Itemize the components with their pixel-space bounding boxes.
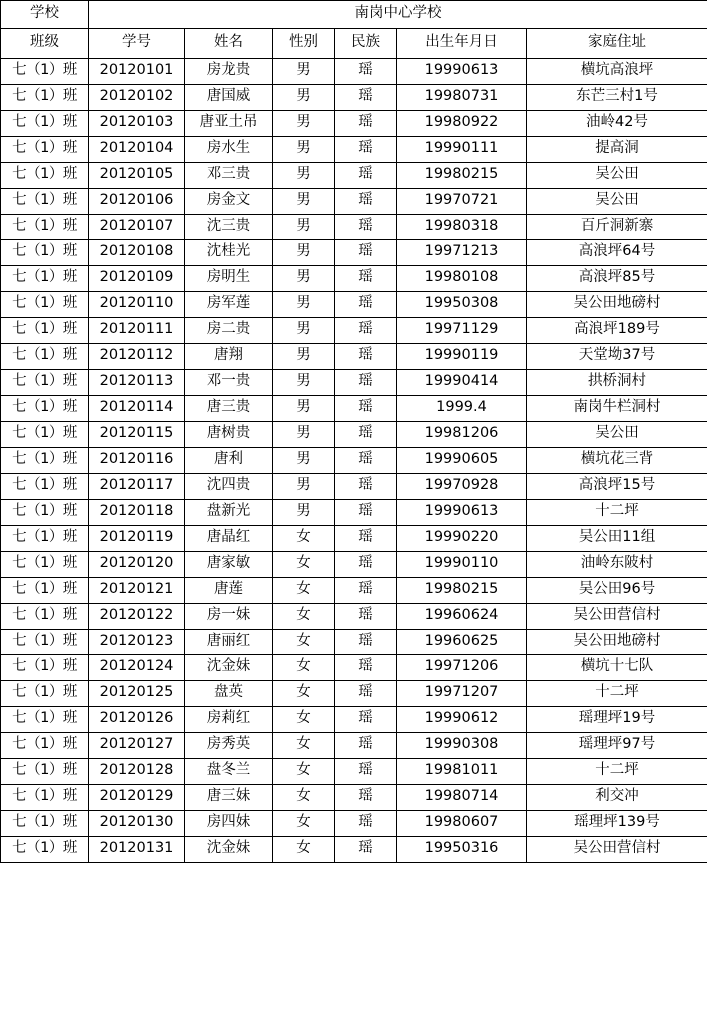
cell-class: 七（1）班: [1, 629, 89, 655]
cell-address: 油岭42号: [527, 110, 707, 136]
cell-ethnicity: 瑶: [335, 733, 397, 759]
cell-ethnicity: 瑶: [335, 266, 397, 292]
cell-class: 七（1）班: [1, 759, 89, 785]
cell-name: 沈三贵: [185, 214, 273, 240]
cell-student-id: 20120111: [89, 318, 185, 344]
cell-class: 七（1）班: [1, 785, 89, 811]
cell-birthdate: 19971207: [397, 681, 527, 707]
cell-ethnicity: 瑶: [335, 84, 397, 110]
cell-address: 高浪坪64号: [527, 240, 707, 266]
cell-address: 吴公田地磅村: [527, 292, 707, 318]
cell-name: 房明生: [185, 266, 273, 292]
table-row: [1, 577, 707, 603]
cell-student-id: 20120116: [89, 447, 185, 473]
column-header-ethnicity: 民族: [335, 28, 397, 58]
cell-gender: 女: [273, 759, 335, 785]
cell-student-id: 20120122: [89, 603, 185, 629]
cell-address: 吴公田: [527, 162, 707, 188]
cell-class: 七（1）班: [1, 240, 89, 266]
cell-class: 七（1）班: [1, 188, 89, 214]
cell-name: 房二贵: [185, 318, 273, 344]
cell-address: 提高洞: [527, 136, 707, 162]
cell-address: 吴公田营信村: [527, 603, 707, 629]
cell-student-id: 20120131: [89, 837, 185, 863]
cell-ethnicity: 瑶: [335, 58, 397, 84]
cell-ethnicity: 瑶: [335, 707, 397, 733]
table-row: [1, 785, 707, 811]
cell-class: 七（1）班: [1, 214, 89, 240]
cell-name: 房莉红: [185, 707, 273, 733]
cell-address: 拱桥洞村: [527, 370, 707, 396]
cell-address: 油岭东陂村: [527, 551, 707, 577]
cell-name: 唐利: [185, 447, 273, 473]
cell-student-id: 20120125: [89, 681, 185, 707]
school-name: 南岗中心学校: [89, 1, 707, 29]
cell-student-id: 20120115: [89, 422, 185, 448]
cell-student-id: 20120128: [89, 759, 185, 785]
cell-student-id: 20120112: [89, 344, 185, 370]
cell-address: 吴公田营信村: [527, 837, 707, 863]
cell-address: 横坑高浪坪: [527, 58, 707, 84]
cell-student-id: 20120114: [89, 396, 185, 422]
cell-student-id: 20120105: [89, 162, 185, 188]
cell-student-id: 20120130: [89, 811, 185, 837]
cell-class: 七（1）班: [1, 473, 89, 499]
cell-birthdate: 19980318: [397, 214, 527, 240]
cell-student-id: 20120104: [89, 136, 185, 162]
table-row: [1, 396, 707, 422]
cell-address: 瑶理坪97号: [527, 733, 707, 759]
cell-name: 房军莲: [185, 292, 273, 318]
cell-ethnicity: 瑶: [335, 473, 397, 499]
cell-class: 七（1）班: [1, 681, 89, 707]
cell-name: 沈金妹: [185, 837, 273, 863]
table-row: [1, 473, 707, 499]
cell-name: 盘新光: [185, 499, 273, 525]
cell-name: 邓三贵: [185, 162, 273, 188]
cell-student-id: 20120110: [89, 292, 185, 318]
table-row: [1, 136, 707, 162]
cell-name: 唐树贵: [185, 422, 273, 448]
cell-birthdate: 19950308: [397, 292, 527, 318]
cell-address: 高浪坪15号: [527, 473, 707, 499]
table-row: [1, 214, 707, 240]
cell-address: 瑶理坪139号: [527, 811, 707, 837]
table-row: [1, 551, 707, 577]
cell-ethnicity: 瑶: [335, 188, 397, 214]
cell-student-id: 20120109: [89, 266, 185, 292]
cell-class: 七（1）班: [1, 292, 89, 318]
table-row: [1, 681, 707, 707]
cell-ethnicity: 瑶: [335, 396, 397, 422]
cell-birthdate: 19990119: [397, 344, 527, 370]
cell-gender: 女: [273, 551, 335, 577]
cell-student-id: 20120124: [89, 655, 185, 681]
cell-address: 吴公田96号: [527, 577, 707, 603]
cell-ethnicity: 瑶: [335, 110, 397, 136]
cell-gender: 女: [273, 733, 335, 759]
cell-birthdate: 19971213: [397, 240, 527, 266]
cell-ethnicity: 瑶: [335, 422, 397, 448]
cell-ethnicity: 瑶: [335, 292, 397, 318]
cell-student-id: 20120108: [89, 240, 185, 266]
cell-student-id: 20120129: [89, 785, 185, 811]
cell-gender: 男: [273, 136, 335, 162]
cell-birthdate: 19990110: [397, 551, 527, 577]
table-row: [1, 733, 707, 759]
table-row: [1, 240, 707, 266]
cell-birthdate: 19980215: [397, 577, 527, 603]
cell-name: 盘冬兰: [185, 759, 273, 785]
cell-gender: 女: [273, 577, 335, 603]
cell-birthdate: 19960625: [397, 629, 527, 655]
table-row: [1, 292, 707, 318]
cell-class: 七（1）班: [1, 837, 89, 863]
cell-gender: 男: [273, 58, 335, 84]
cell-ethnicity: 瑶: [335, 240, 397, 266]
cell-birthdate: 19971206: [397, 655, 527, 681]
cell-address: 东芒三村1号: [527, 84, 707, 110]
cell-address: 南岗牛栏洞村: [527, 396, 707, 422]
cell-gender: 男: [273, 162, 335, 188]
cell-gender: 女: [273, 681, 335, 707]
cell-class: 七（1）班: [1, 396, 89, 422]
cell-ethnicity: 瑶: [335, 136, 397, 162]
column-header-student-id: 学号: [89, 28, 185, 58]
cell-ethnicity: 瑶: [335, 525, 397, 551]
cell-name: 房水生: [185, 136, 273, 162]
cell-class: 七（1）班: [1, 525, 89, 551]
cell-ethnicity: 瑶: [335, 162, 397, 188]
cell-address: 十二坪: [527, 499, 707, 525]
cell-gender: 男: [273, 110, 335, 136]
cell-ethnicity: 瑶: [335, 759, 397, 785]
cell-birthdate: 19980714: [397, 785, 527, 811]
cell-gender: 男: [273, 422, 335, 448]
school-label: 学校: [1, 1, 89, 29]
cell-address: 利交冲: [527, 785, 707, 811]
table-row: [1, 84, 707, 110]
cell-birthdate: 19990613: [397, 499, 527, 525]
cell-address: 瑶理坪19号: [527, 707, 707, 733]
cell-student-id: 20120121: [89, 577, 185, 603]
cell-gender: 男: [273, 240, 335, 266]
cell-gender: 女: [273, 707, 335, 733]
cell-gender: 女: [273, 785, 335, 811]
table-row: [1, 318, 707, 344]
cell-gender: 男: [273, 344, 335, 370]
cell-address: 天堂坳37号: [527, 344, 707, 370]
cell-student-id: 20120107: [89, 214, 185, 240]
cell-birthdate: 19990414: [397, 370, 527, 396]
cell-student-id: 20120101: [89, 58, 185, 84]
cell-gender: 女: [273, 655, 335, 681]
cell-ethnicity: 瑶: [335, 837, 397, 863]
table-row: [1, 370, 707, 396]
cell-name: 房龙贵: [185, 58, 273, 84]
cell-birthdate: 19950316: [397, 837, 527, 863]
cell-class: 七（1）班: [1, 422, 89, 448]
cell-ethnicity: 瑶: [335, 499, 397, 525]
cell-name: 房四妹: [185, 811, 273, 837]
cell-birthdate: 19970928: [397, 473, 527, 499]
cell-student-id: 20120119: [89, 525, 185, 551]
cell-student-id: 20120126: [89, 707, 185, 733]
table-row: [1, 266, 707, 292]
cell-gender: 男: [273, 370, 335, 396]
cell-name: 沈四贵: [185, 473, 273, 499]
cell-class: 七（1）班: [1, 266, 89, 292]
cell-gender: 男: [273, 318, 335, 344]
cell-student-id: 20120117: [89, 473, 185, 499]
cell-birthdate: 19980215: [397, 162, 527, 188]
cell-ethnicity: 瑶: [335, 551, 397, 577]
cell-address: 横坑花三背: [527, 447, 707, 473]
column-header-birthdate: 出生年月日: [397, 28, 527, 58]
cell-class: 七（1）班: [1, 733, 89, 759]
cell-gender: 男: [273, 84, 335, 110]
cell-ethnicity: 瑶: [335, 681, 397, 707]
cell-class: 七（1）班: [1, 655, 89, 681]
cell-gender: 男: [273, 396, 335, 422]
cell-ethnicity: 瑶: [335, 344, 397, 370]
cell-class: 七（1）班: [1, 577, 89, 603]
cell-name: 唐国威: [185, 84, 273, 110]
cell-birthdate: 19981206: [397, 422, 527, 448]
cell-class: 七（1）班: [1, 447, 89, 473]
cell-ethnicity: 瑶: [335, 629, 397, 655]
cell-gender: 女: [273, 837, 335, 863]
table-row: [1, 603, 707, 629]
cell-class: 七（1）班: [1, 344, 89, 370]
cell-gender: 男: [273, 447, 335, 473]
cell-ethnicity: 瑶: [335, 577, 397, 603]
cell-name: 唐晶红: [185, 525, 273, 551]
table-row: [1, 655, 707, 681]
column-header-address: 家庭住址: [527, 28, 707, 58]
cell-gender: 男: [273, 214, 335, 240]
cell-gender: 男: [273, 188, 335, 214]
cell-class: 七（1）班: [1, 370, 89, 396]
table-row: [1, 837, 707, 863]
cell-gender: 女: [273, 525, 335, 551]
cell-name: 房金文: [185, 188, 273, 214]
cell-birthdate: 1999.4: [397, 396, 527, 422]
cell-gender: 男: [273, 292, 335, 318]
cell-name: 唐家敏: [185, 551, 273, 577]
cell-class: 七（1）班: [1, 707, 89, 733]
cell-gender: 女: [273, 811, 335, 837]
cell-student-id: 20120120: [89, 551, 185, 577]
cell-address: 吴公田: [527, 422, 707, 448]
cell-birthdate: 19990613: [397, 58, 527, 84]
cell-class: 七（1）班: [1, 136, 89, 162]
cell-name: 唐丽红: [185, 629, 273, 655]
cell-class: 七（1）班: [1, 551, 89, 577]
cell-student-id: 20120102: [89, 84, 185, 110]
table-row: [1, 447, 707, 473]
cell-name: 盘英: [185, 681, 273, 707]
cell-birthdate: 19990612: [397, 707, 527, 733]
cell-name: 邓一贵: [185, 370, 273, 396]
cell-address: 吴公田11组: [527, 525, 707, 551]
cell-birthdate: 19990308: [397, 733, 527, 759]
cell-birthdate: 19990111: [397, 136, 527, 162]
table-row: [1, 422, 707, 448]
cell-student-id: 20120123: [89, 629, 185, 655]
table-row: [1, 525, 707, 551]
cell-birthdate: 19980922: [397, 110, 527, 136]
cell-address: 十二坪: [527, 681, 707, 707]
cell-class: 七（1）班: [1, 84, 89, 110]
cell-student-id: 20120113: [89, 370, 185, 396]
cell-ethnicity: 瑶: [335, 318, 397, 344]
table-header-row: [1, 28, 707, 58]
table-row: [1, 811, 707, 837]
cell-student-id: 20120106: [89, 188, 185, 214]
cell-name: 唐莲: [185, 577, 273, 603]
table-row: [1, 58, 707, 84]
cell-gender: 男: [273, 266, 335, 292]
cell-address: 十二坪: [527, 759, 707, 785]
table-row: [1, 188, 707, 214]
cell-class: 七（1）班: [1, 58, 89, 84]
cell-birthdate: 19990220: [397, 525, 527, 551]
cell-student-id: 20120118: [89, 499, 185, 525]
cell-gender: 女: [273, 629, 335, 655]
cell-name: 房一妹: [185, 603, 273, 629]
cell-gender: 女: [273, 603, 335, 629]
cell-ethnicity: 瑶: [335, 785, 397, 811]
table-row: [1, 162, 707, 188]
column-header-class: 班级: [1, 28, 89, 58]
cell-student-id: 20120103: [89, 110, 185, 136]
table-row: [1, 707, 707, 733]
table-row: [1, 110, 707, 136]
column-header-name: 姓名: [185, 28, 273, 58]
cell-address: 高浪坪189号: [527, 318, 707, 344]
sheet-title-row: [1, 1, 707, 29]
cell-class: 七（1）班: [1, 499, 89, 525]
cell-birthdate: 19990605: [397, 447, 527, 473]
cell-class: 七（1）班: [1, 603, 89, 629]
table-row: [1, 629, 707, 655]
cell-student-id: 20120127: [89, 733, 185, 759]
cell-birthdate: 19960624: [397, 603, 527, 629]
cell-birthdate: 19980108: [397, 266, 527, 292]
cell-ethnicity: 瑶: [335, 447, 397, 473]
cell-birthdate: 19981011: [397, 759, 527, 785]
cell-ethnicity: 瑶: [335, 370, 397, 396]
cell-class: 七（1）班: [1, 811, 89, 837]
cell-ethnicity: 瑶: [335, 603, 397, 629]
cell-name: 唐三妹: [185, 785, 273, 811]
cell-name: 唐三贵: [185, 396, 273, 422]
cell-name: 房秀英: [185, 733, 273, 759]
cell-birthdate: 19970721: [397, 188, 527, 214]
cell-address: 吴公田地磅村: [527, 629, 707, 655]
cell-address: 百斤洞新寨: [527, 214, 707, 240]
cell-gender: 男: [273, 473, 335, 499]
cell-name: 唐翔: [185, 344, 273, 370]
cell-class: 七（1）班: [1, 110, 89, 136]
table-row: [1, 759, 707, 785]
cell-birthdate: 19980607: [397, 811, 527, 837]
cell-class: 七（1）班: [1, 162, 89, 188]
cell-name: 沈桂光: [185, 240, 273, 266]
cell-name: 唐亚土吊: [185, 110, 273, 136]
table-row: [1, 344, 707, 370]
cell-ethnicity: 瑶: [335, 214, 397, 240]
cell-birthdate: 19980731: [397, 84, 527, 110]
cell-address: 吴公田: [527, 188, 707, 214]
cell-birthdate: 19971129: [397, 318, 527, 344]
column-header-gender: 性别: [273, 28, 335, 58]
cell-ethnicity: 瑶: [335, 655, 397, 681]
table-row: [1, 499, 707, 525]
cell-gender: 男: [273, 499, 335, 525]
cell-address: 高浪坪85号: [527, 266, 707, 292]
cell-address: 横坑十七队: [527, 655, 707, 681]
cell-class: 七（1）班: [1, 318, 89, 344]
cell-ethnicity: 瑶: [335, 811, 397, 837]
cell-name: 沈金妹: [185, 655, 273, 681]
